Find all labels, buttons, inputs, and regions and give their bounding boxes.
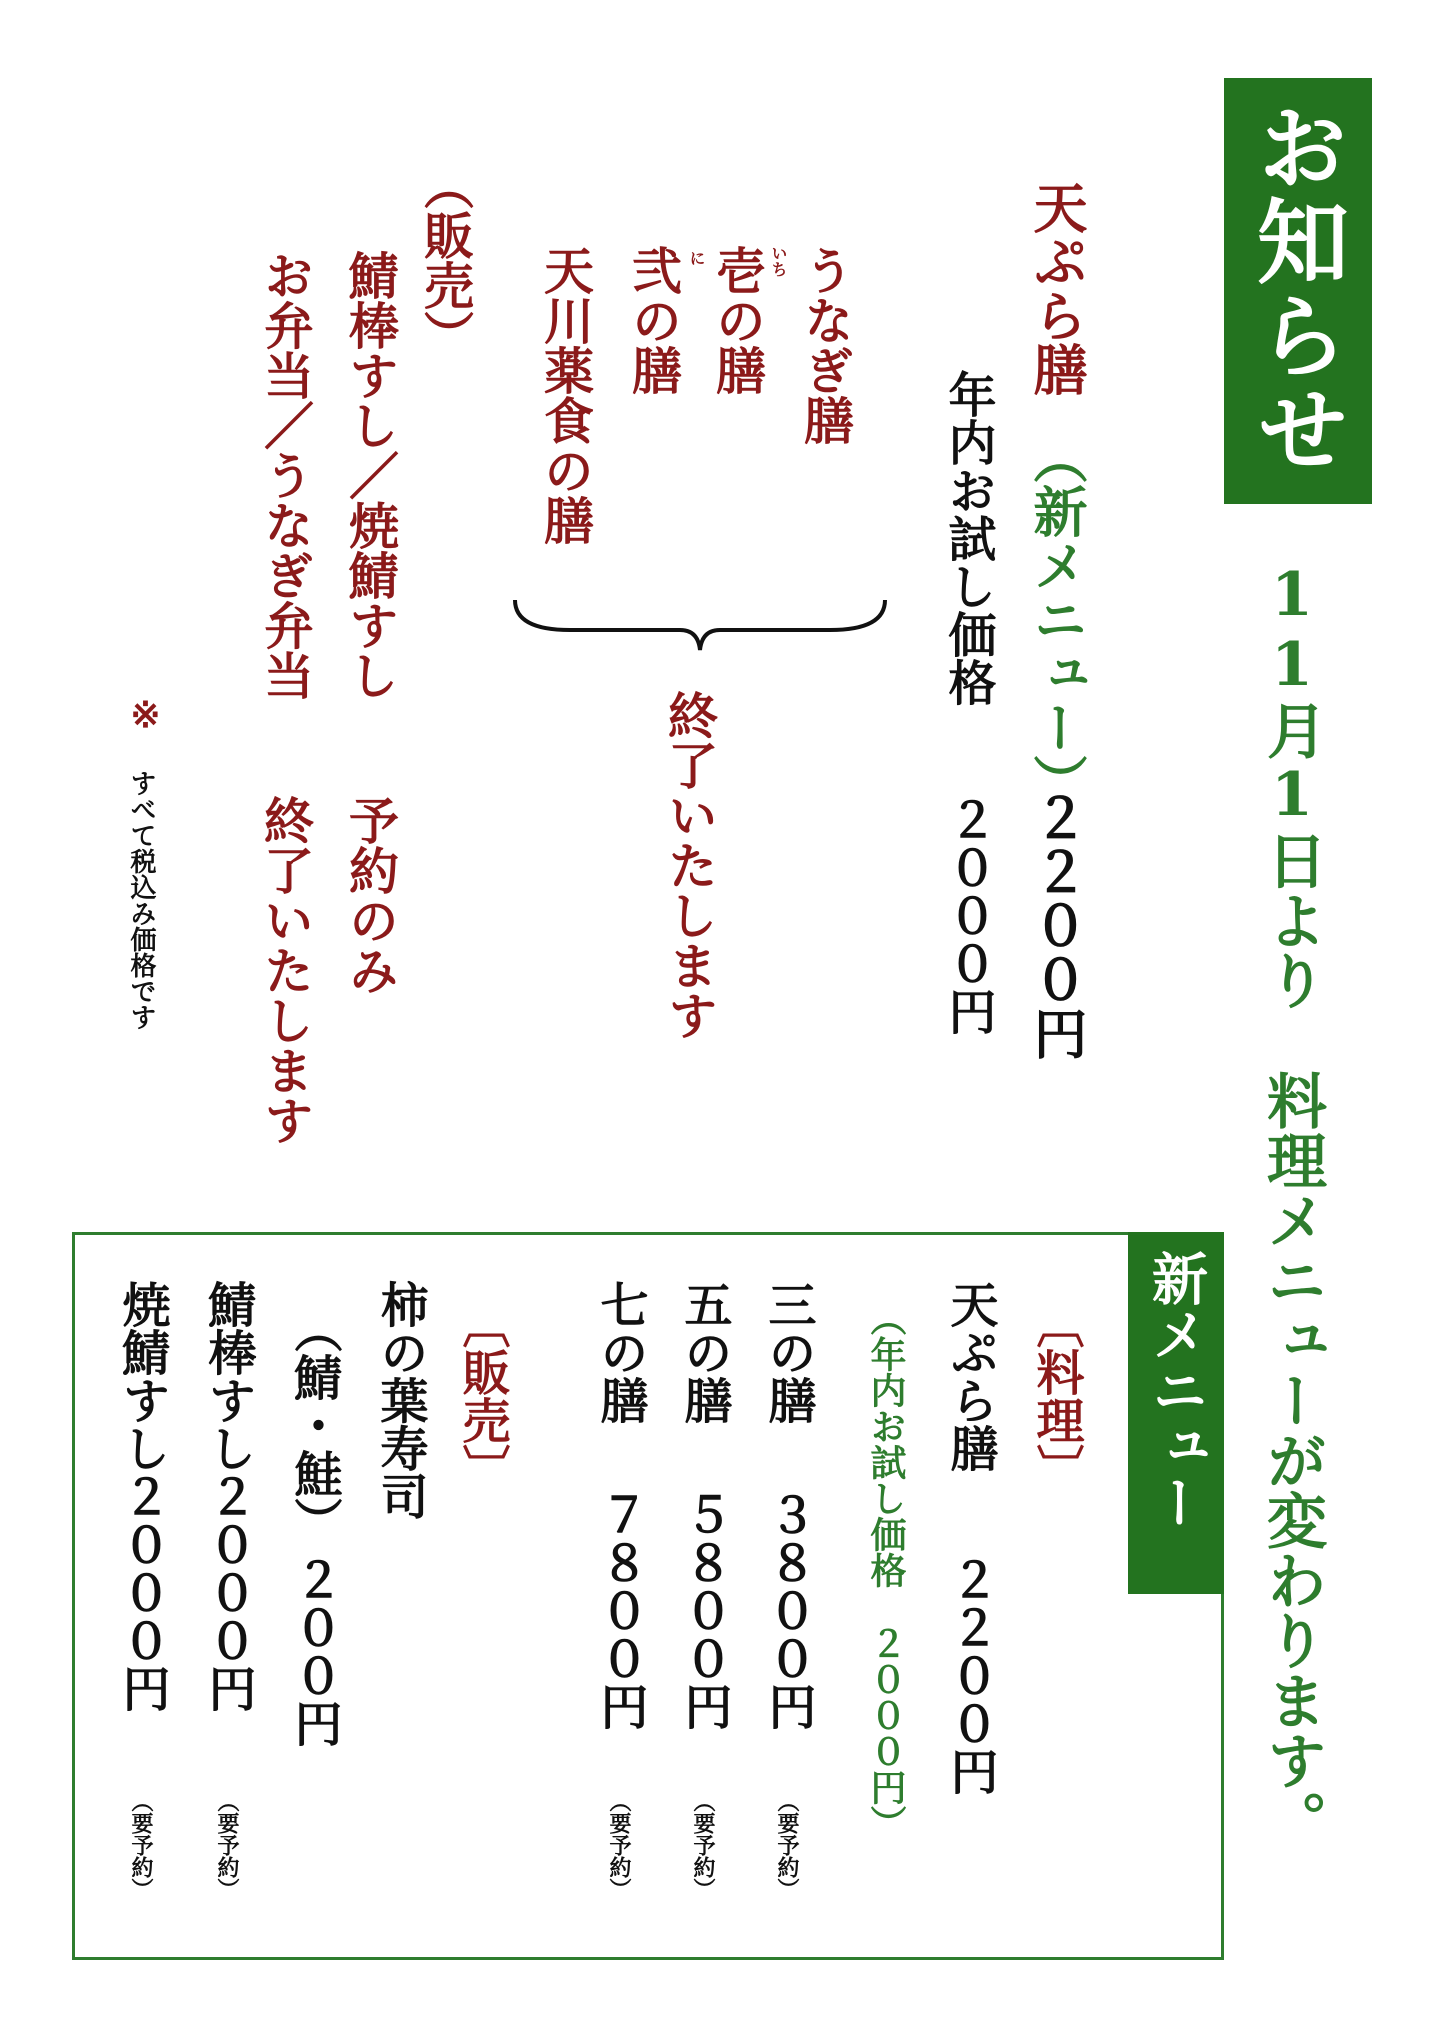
nm-item-name-3: 七の膳 <box>592 1280 648 1424</box>
ending-item-2: 壱の膳 <box>708 245 767 395</box>
nm-kaki: 柿の葉寿司 <box>372 1280 428 1520</box>
upper-new-menu-tag: （新メニュー） <box>1025 430 1089 808</box>
upper-sales-header: （販売） <box>416 160 475 360</box>
ni-ruby: に <box>687 250 706 266</box>
upper-sales-line2-note: 終了いたします <box>256 795 315 1145</box>
nm-tempura: 天ぷら膳 <box>942 1280 998 1472</box>
nm-kaki-sub: （鯖・鮭） <box>286 1305 342 1545</box>
nm-kaki-price: ２００円 <box>286 1555 342 1747</box>
new-menu-tab-label: 新メニュー <box>1143 1250 1209 1530</box>
nm-item-price-1: ３８００円 <box>760 1490 816 1730</box>
nm-item-note-3: （要予約） <box>606 1790 632 1900</box>
ichi-ruby: いち <box>769 245 788 277</box>
note-mark: ※ <box>125 695 167 736</box>
upper-sales-line1-note: 予約のみ <box>341 795 400 995</box>
nm-yaki-saba: 焼鯖すし２０００円 <box>114 1280 170 1712</box>
nm-trial-price: ２０００円） <box>865 1625 907 1841</box>
nm-tempura-price: ２２００円 <box>942 1555 998 1795</box>
note-text: すべて税込み価格です <box>126 770 156 1030</box>
upper-trial-price: ２０００円 <box>940 795 996 1035</box>
page-title: お知らせ <box>1242 100 1350 476</box>
upper-tempura-price: ２２００円 <box>1025 790 1089 1060</box>
nm-yaki-saba-note: （要予約） <box>128 1790 154 1900</box>
upper-trial-label: 年内お試し価格 <box>940 370 996 706</box>
nm-item-note-1: （要予約） <box>774 1790 800 1900</box>
announcement-date: 11月1日より <box>1257 560 1327 1010</box>
announcement-body: 料理メニューが変わります。 <box>1257 1070 1327 1850</box>
announcement <box>1257 560 1327 1850</box>
nm-item-price-3: ７８００円 <box>592 1490 648 1730</box>
nm-cuisine-header: 〔料理〕 <box>1028 1300 1084 1492</box>
nm-sales-header: 〔販売〕 <box>454 1300 510 1492</box>
upper-tempura: 天ぷら膳 <box>1025 180 1089 396</box>
upper-sales-line1: 鯖棒すし／焼鯖すし <box>341 250 400 700</box>
ending-item-1: うなぎ膳 <box>796 245 855 445</box>
nm-item-name-2: 五の膳 <box>676 1280 732 1424</box>
ending-item-3: 弐の膳 <box>624 245 683 395</box>
nm-item-price-2: ５８００円 <box>676 1490 732 1730</box>
nm-item-note-2: （要予約） <box>690 1790 716 1900</box>
ending-item-4: 天川薬食の膳 <box>536 245 595 545</box>
nm-saba-bou: 鯖棒すし２０００円 <box>200 1280 256 1712</box>
nm-trial: （年内お試し価格 <box>865 1300 907 1588</box>
nm-item-name-1: 三の膳 <box>760 1280 816 1424</box>
upper-sales-line2: お弁当／うなぎ弁当 <box>256 250 315 700</box>
brace <box>510 595 890 655</box>
nm-saba-bou-note: （要予約） <box>214 1790 240 1900</box>
ending-text: 終了いたします <box>660 690 719 1040</box>
